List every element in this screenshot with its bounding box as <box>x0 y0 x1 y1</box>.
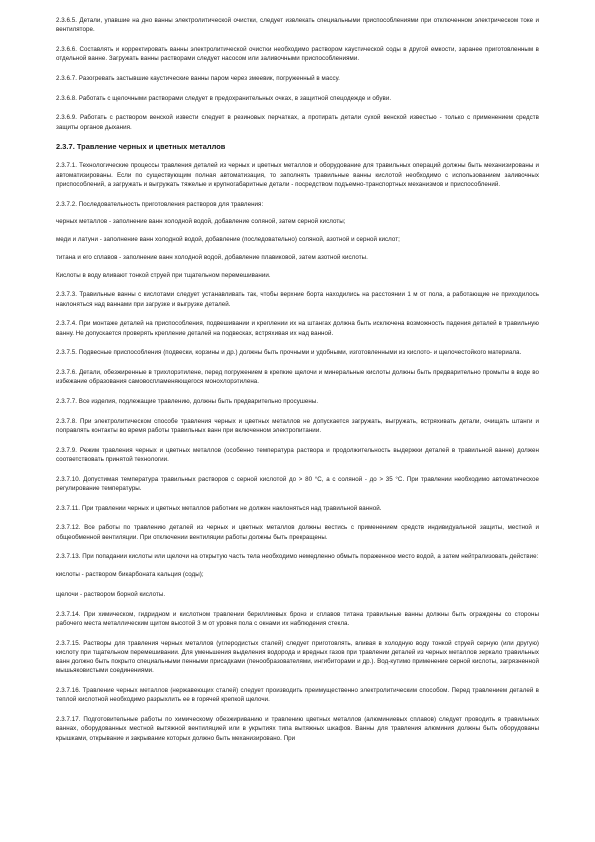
paragraph-2-3-6-5: 2.3.6.5. Детали, упавшие на дно ванны электролитической очистки, следует извлекать специальными приспособлениями при отключенном электрическом токе и вентиляторе. <box>56 17 539 34</box>
paragraph-2-3-7-17: 2.3.7.17. Подготовительные работы по химическому обезжириванию и травлению цветных металлов (алюминиевых сплавов) следует проводить в травильных ваннах, оборудованных местной вытяжной вентиляцией или в укрытиях типа вытяжных шкафов. Ванны для травления алюминия должны быть оборудованы крышками, открывание и закрывание которых должно быть механизировано. При <box>56 716 539 742</box>
paragraph-2-3-6-8: 2.3.6.8. Работать с щелочными растворами следует в предохранительных очках, в защитной спецодежде и обуви. <box>56 94 392 102</box>
paragraph-2-3-7-13: 2.3.7.13. При попадании кислоты или щелочи на открытую часть тела необходимо немедленно обмыть пораженное место водой, а затем нейтрализовать действие: <box>56 553 539 561</box>
paragraph-2-3-7-12: 2.3.7.12. Все работы по травлению деталей из черных и цветных металлов должны вестись с применением средств индивидуальной защиты, местной и общеобменной вентиляции. При отключении вентиляции работы должны быть прекращены. <box>56 524 539 541</box>
paragraph-2-3-7-10: 2.3.7.10. Допустимая температура травильных растворов с серной кислотой до > 80 °С, а с соляной - до > 35 °С. При травлении необходимо автоматическое регулирование температуры. <box>56 475 539 493</box>
list-item-ferrous-metals: черных металлов - заполнение ванн холодной водой, добавление соляной, затем серной кислоты; <box>56 218 346 226</box>
paragraph-2-3-7-15: 2.3.7.15. Растворы для травления черных металлов (углеродистых сталей) следует приготовлять, вливая в холодную воду тонкой струей серную (или другую) кислоту при тщательном перемешивании. Для уменьшения выделения водорода и вредных газов при травлении деталей из черных металлов зеркало травильных ванн должно быть покрыто специальными пенными присадками (пенообразователями, ингибиторами и др.). Вод-кутимо применение серной кислоты, загрязненной мышьяковистыми соединениями. <box>56 639 539 675</box>
paragraph-2-3-7-1: 2.3.7.1. Технологические процессы травления деталей из черных и цветных металлов и оборудование для травильных операций должны быть механизированы и автоматизированы. Если по существующим полная автоматизация, то заполнять травильные ванны кислотой необходимо с использованием заливочных приспособлений, а загружать и выгружать тяжелые и крупногабаритные детали - посредством подъемно-транспортных механизмов и приспособлений. <box>56 162 539 188</box>
paragraph-2-3-7-16: 2.3.7.16. Травление черных металлов (нержавеющих сталей) следует производить преимущественно электролитическим способом. Перед травлением деталей в теплой кислотной необходимо разрыхлить ее в горячей крепкой щелочи. <box>56 687 539 704</box>
list-item-alkalis: щелочи - раствором борной кислоты. <box>56 590 166 598</box>
paragraph-2-3-7-5: 2.3.7.5. Подвесные приспособления (подвески, корзины и др.) должны быть прочными и удобными, изготовленными из кислото- и щелочестойкого материала. <box>56 349 522 357</box>
paragraph-2-3-6-7: 2.3.6.7. Разогревать застывшие каустические ванны паром через змеевик, погруженный в массу. <box>56 74 340 82</box>
paragraph-2-3-7-14: 2.3.7.14. При химическом, гидридном и кислотном травлении бериллиевых бронз и сплавов титана травильные ванны должны быть ограждены со стороны рабочего места металлическим щитом высотой 3 м от уровня пола с окнами их наблюдения стекла. <box>56 610 539 627</box>
paragraph-2-3-7-11: 2.3.7.11. При травлении черных и цветных металлов работник не должен наклоняться над травильной ванной. <box>56 504 382 512</box>
paragraph-2-3-6-9: 2.3.6.9. Работать с раствором венской извести следует в резиновых перчатках, а протирать детали сухой венской известью - только с применением средств защиты органов дыхания. <box>56 114 539 131</box>
paragraph-2-3-7-8: 2.3.7.8. При электролитическом способе травления черных и цветных металлов не допускается загружать, выгружать, встряхивать детали, очищать штанги и поправлять контакты во время работы травильных ванн при включенном электропитании. <box>56 417 539 435</box>
list-item-acids: кислоты - раствором бикарбоната кальция (соды); <box>56 571 204 579</box>
paragraph-2-3-7-3: 2.3.7.3. Травильные ванны с кислотами следует устанавливать так, чтобы верхние борта находились на расстоянии 1 м от пола, а работающие не приходилось наклоняться над ваннами при загрузке и выгрузке деталей. <box>56 291 539 308</box>
section-heading-2-3-7: 2.3.7. Травление черных и цветных металлов <box>56 142 226 152</box>
paragraph-2-3-6-6: 2.3.6.6. Составлять и корректировать ванны электролитической очистки необходимо раствором каустической соды в другой емкости, заранее приготовленным в отдельной ванне. Загружать ванны растворами следует насосом или заливочными приспособлениями. <box>56 45 539 63</box>
paragraph-2-3-7-4: 2.3.7.4. При монтаже деталей на приспособления, подвешивании и креплении их на штангах должна быть исключена возможность падения деталей в травильную ванну. Не допускается проверять крепление деталей на подвесках, встряхивая их над ванной. <box>56 320 539 337</box>
list-item-titanium: титана и его сплавов - заполнение ванн холодной водой, добавление плавиковой, затем азотной кислоты. <box>56 254 368 261</box>
list-item-copper-brass: меди и латуни - заполнение ванн холодной водой, добавление (последовательно) соляной, азотной и серной кислот; <box>56 236 400 244</box>
paragraph-2-3-7-2: 2.3.7.2. Последовательность приготовления растворов для травления: <box>56 200 264 208</box>
paragraph-2-3-7-6: 2.3.7.6. Детали, обезжиренные в трихлорэтилене, перед погружением в крепкие щелочи и минеральные кислоты должны быть предварительно промыты в воде во избежание образования самовоспламеняющегося монохлорэтилена. <box>56 369 539 386</box>
paragraph-acid-pouring-note: Кислоты в воду вливают тонкой струей при тщательном перемешивании. <box>56 271 271 279</box>
paragraph-2-3-7-7: 2.3.7.7. Все изделия, подлежащие травлению, должны быть предварительно просушены. <box>56 398 319 406</box>
paragraph-2-3-7-9: 2.3.7.9. Режим травления черных и цветных металлов (особенно температура раствора и продолжительность выдержки деталей в травильной ванне) должен соответствовать принятой технологии. <box>56 446 539 464</box>
